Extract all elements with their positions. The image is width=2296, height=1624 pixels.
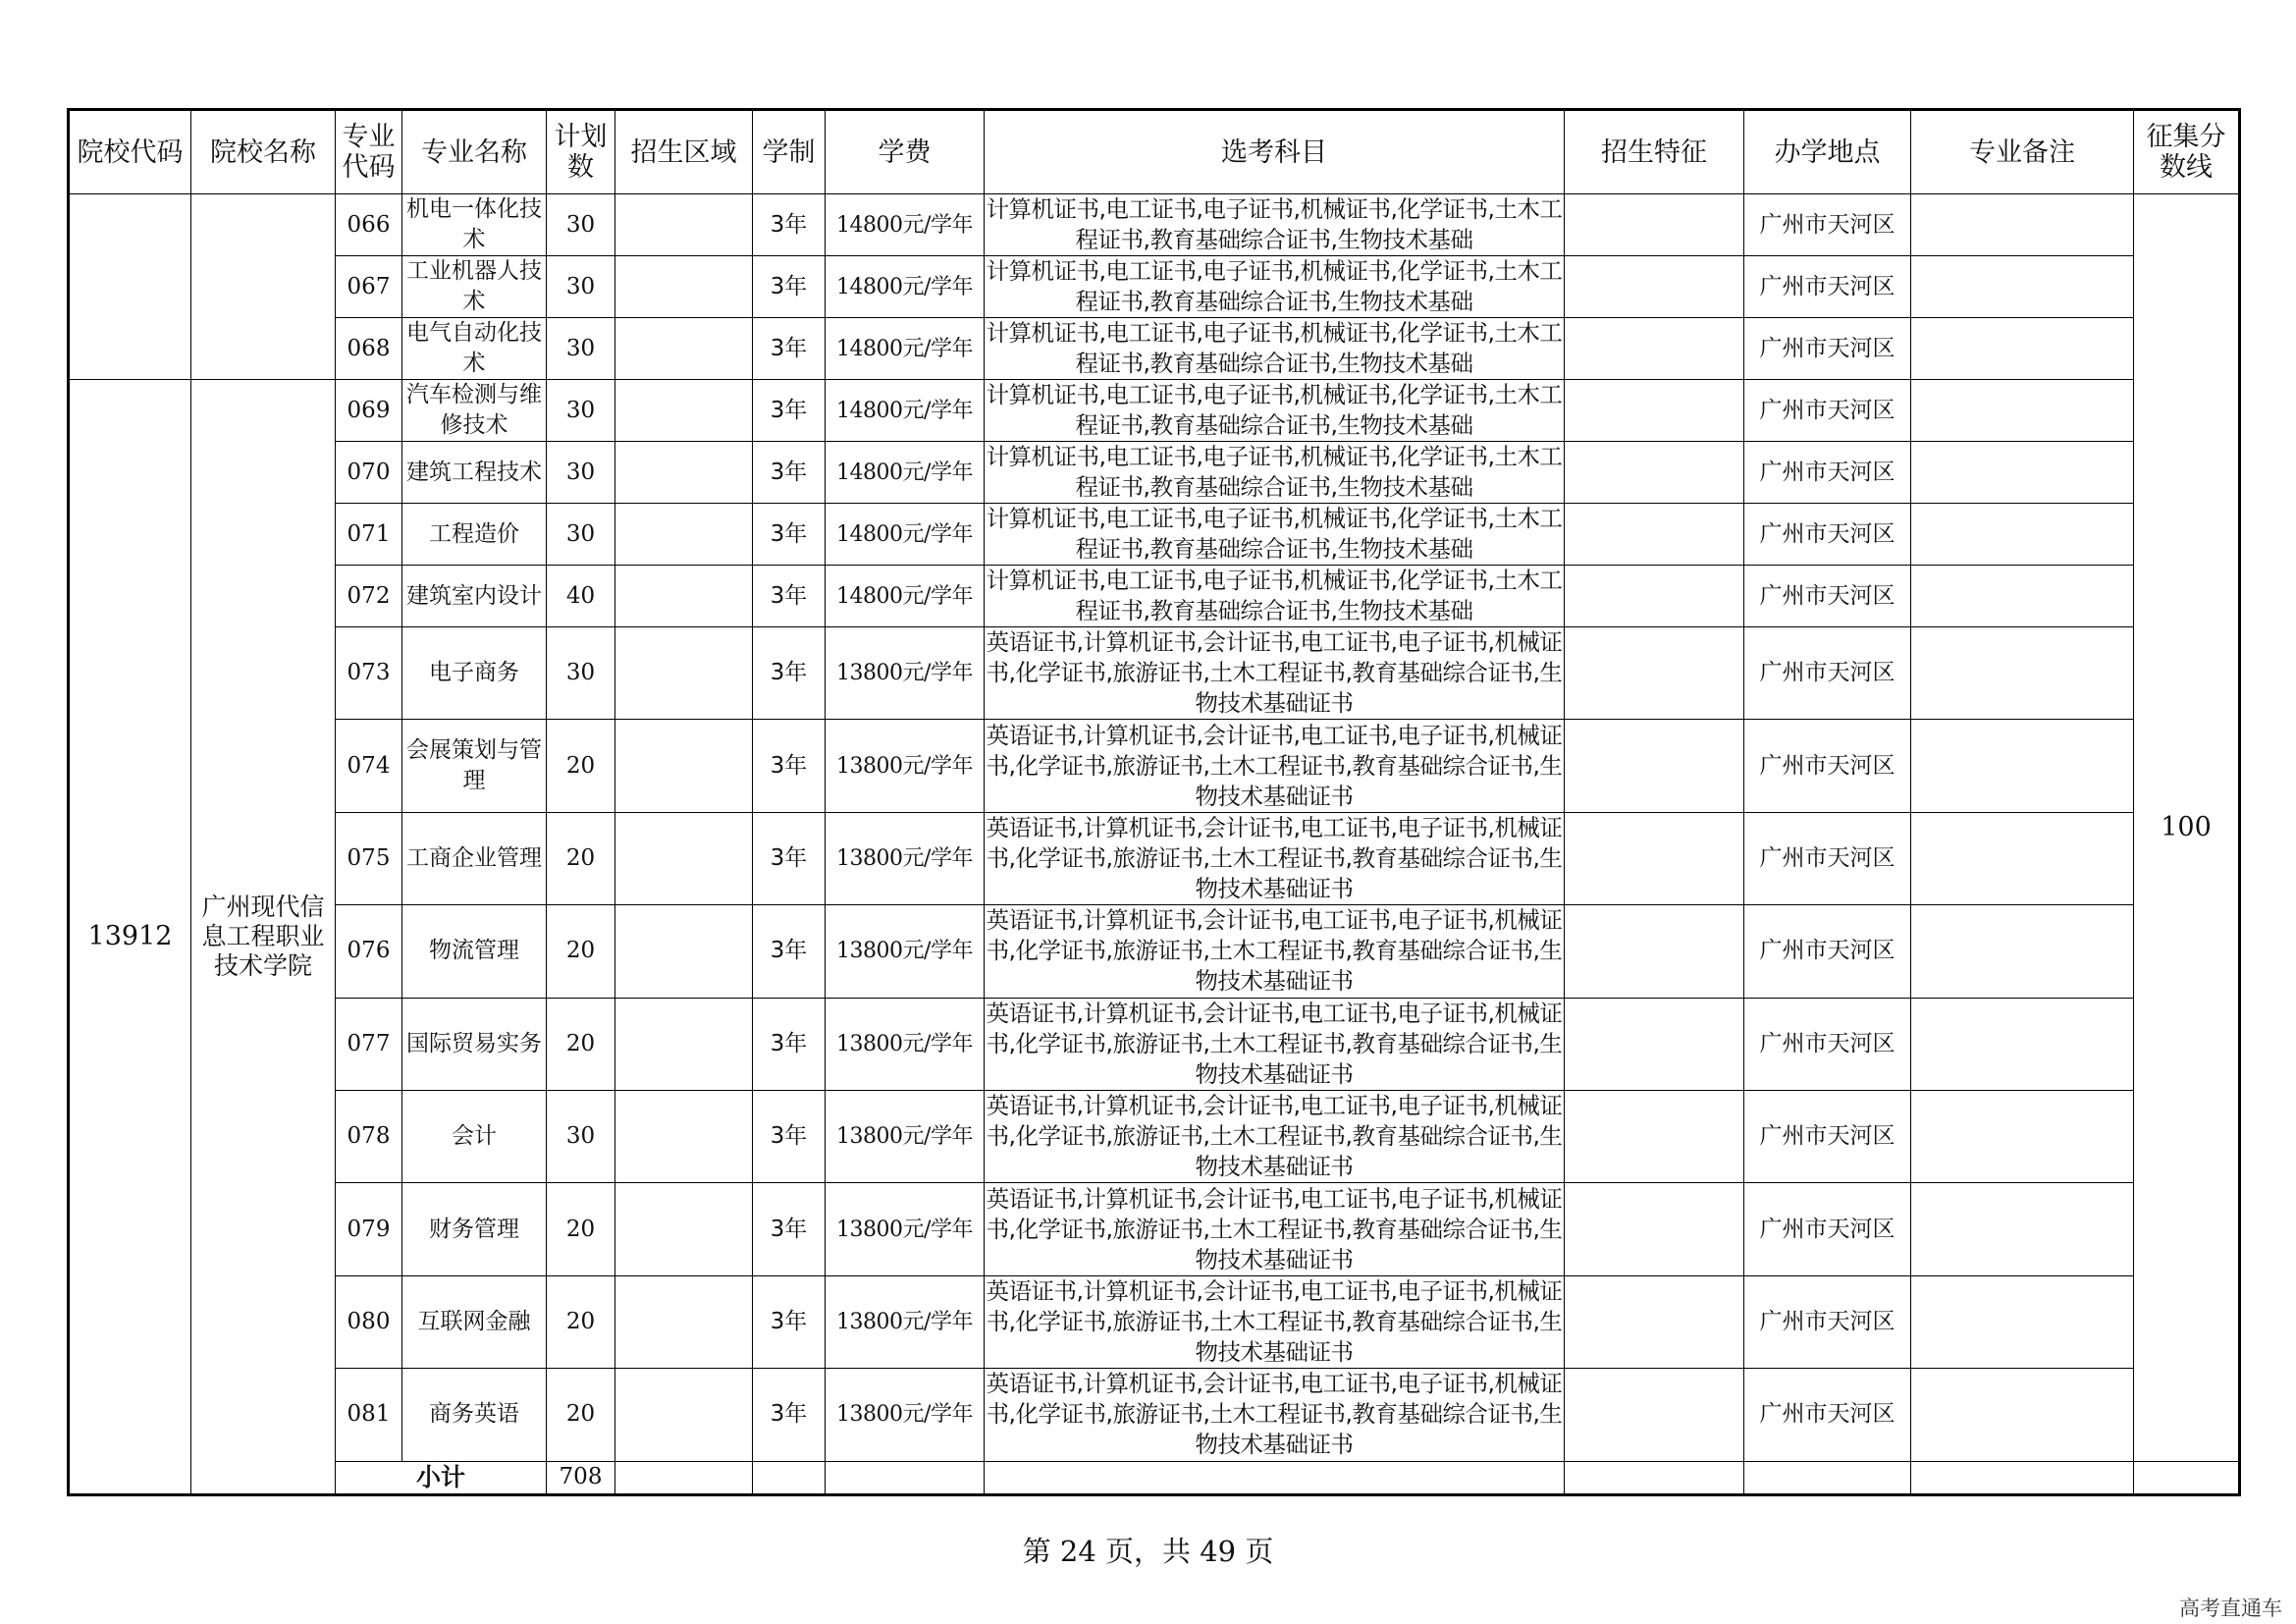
location-cell: 广州市天河区 bbox=[1744, 1183, 1911, 1275]
subjects-cell: 英语证书,计算机证书,会计证书,电工证书,电子证书,机械证书,化学证书,旅游证书,土木工程证书,教育基础综合证书,生物技术基础证书 bbox=[985, 1369, 1565, 1461]
location-cell: 广州市天河区 bbox=[1744, 998, 1911, 1090]
table-row bbox=[69, 566, 2240, 627]
subjects-cell: 英语证书,计算机证书,会计证书,电工证书,电子证书,机械证书,化学证书,旅游证书,土木工程证书,教育基础综合证书,生物技术基础证书 bbox=[985, 1183, 1565, 1275]
major-code-cell: 067 bbox=[336, 256, 402, 318]
major-code-cell: 070 bbox=[336, 442, 402, 504]
major-code-cell: 071 bbox=[336, 504, 402, 566]
duration-cell: 3年 bbox=[753, 504, 826, 566]
duration-cell: 3年 bbox=[753, 627, 826, 720]
duration-cell: 3年 bbox=[753, 1275, 826, 1368]
major-name-cell: 互联网金融 bbox=[402, 1275, 547, 1368]
major-code-cell: 079 bbox=[336, 1183, 402, 1275]
remark-cell bbox=[1911, 504, 2134, 566]
feature-cell bbox=[1565, 1183, 1744, 1275]
major-name-cell: 建筑工程技术 bbox=[402, 442, 547, 504]
feature-cell bbox=[1565, 504, 1744, 566]
major-code-cell: 074 bbox=[336, 720, 402, 812]
header-remark: 专业备注 bbox=[1911, 110, 2134, 194]
major-name-cell: 工程造价 bbox=[402, 504, 547, 566]
remark-cell bbox=[1911, 442, 2134, 504]
plan-cell: 30 bbox=[547, 256, 615, 318]
subjects-cell: 英语证书,计算机证书,会计证书,电工证书,电子证书,机械证书,化学证书,旅游证书,土木工程证书,教育基础综合证书,生物技术基础证书 bbox=[985, 905, 1565, 998]
location-cell: 广州市天河区 bbox=[1744, 380, 1911, 442]
subtotal-empty-cell bbox=[1744, 1461, 1911, 1494]
cutoff-cell: 100 bbox=[2134, 194, 2240, 1462]
feature-cell bbox=[1565, 720, 1744, 812]
duration-cell: 3年 bbox=[753, 1183, 826, 1275]
duration-cell: 3年 bbox=[753, 905, 826, 998]
plan-cell: 20 bbox=[547, 812, 615, 904]
region-cell bbox=[615, 812, 753, 904]
feature-cell bbox=[1565, 194, 1744, 256]
table-row bbox=[69, 720, 2240, 812]
location-cell: 广州市天河区 bbox=[1744, 1369, 1911, 1461]
plan-cell: 30 bbox=[547, 442, 615, 504]
plan-cell: 20 bbox=[547, 1183, 615, 1275]
subtotal-empty-cell bbox=[1911, 1461, 2134, 1494]
plan-cell: 30 bbox=[547, 194, 615, 256]
remark-cell bbox=[1911, 194, 2134, 256]
table-row bbox=[69, 380, 2240, 442]
duration-cell: 3年 bbox=[753, 998, 826, 1090]
fee-cell: 14800元/学年 bbox=[826, 318, 985, 380]
major-name-cell: 建筑室内设计 bbox=[402, 566, 547, 627]
location-cell: 广州市天河区 bbox=[1744, 812, 1911, 904]
plan-cell: 30 bbox=[547, 380, 615, 442]
remark-cell bbox=[1911, 380, 2134, 442]
fee-cell: 13800元/学年 bbox=[826, 905, 985, 998]
feature-cell bbox=[1565, 627, 1744, 720]
table-row bbox=[69, 1369, 2240, 1461]
header-feature: 招生特征 bbox=[1565, 110, 1744, 194]
fee-cell: 13800元/学年 bbox=[826, 720, 985, 812]
region-cell bbox=[615, 566, 753, 627]
fee-cell: 14800元/学年 bbox=[826, 380, 985, 442]
location-cell: 广州市天河区 bbox=[1744, 256, 1911, 318]
table-row bbox=[69, 504, 2240, 566]
plan-cell: 20 bbox=[547, 720, 615, 812]
plan-cell: 30 bbox=[547, 1090, 615, 1182]
remark-cell bbox=[1911, 627, 2134, 720]
fee-cell: 13800元/学年 bbox=[826, 1275, 985, 1368]
major-name-cell: 物流管理 bbox=[402, 905, 547, 998]
plan-cell: 30 bbox=[547, 504, 615, 566]
remark-cell bbox=[1911, 905, 2134, 998]
major-name-cell: 机电一体化技术 bbox=[402, 194, 547, 256]
header-school-name: 院校名称 bbox=[191, 110, 336, 194]
table-row bbox=[69, 194, 2240, 256]
subtotal-empty-cell bbox=[985, 1461, 1565, 1494]
region-cell bbox=[615, 720, 753, 812]
subjects-cell: 计算机证书,电工证书,电子证书,机械证书,化学证书,土木工程证书,教育基础综合证书,生物技术基础 bbox=[985, 504, 1565, 566]
school-name-cell-blank bbox=[191, 194, 336, 380]
region-cell bbox=[615, 1275, 753, 1368]
subjects-cell: 计算机证书,电工证书,电子证书,机械证书,化学证书,土木工程证书,教育基础综合证书,生物技术基础 bbox=[985, 442, 1565, 504]
duration-cell: 3年 bbox=[753, 442, 826, 504]
region-cell bbox=[615, 627, 753, 720]
major-name-cell: 工业机器人技术 bbox=[402, 256, 547, 318]
table-row bbox=[69, 1275, 2240, 1368]
watermark: 高考直通车 bbox=[2179, 1597, 2282, 1620]
header-row bbox=[69, 110, 2240, 194]
major-code-cell: 073 bbox=[336, 627, 402, 720]
fee-cell: 14800元/学年 bbox=[826, 566, 985, 627]
fee-cell: 13800元/学年 bbox=[826, 1369, 985, 1461]
subtotal-empty-cell bbox=[615, 1461, 753, 1494]
plan-cell: 20 bbox=[547, 1369, 615, 1461]
admissions-table bbox=[67, 108, 2241, 1496]
major-code-cell: 077 bbox=[336, 998, 402, 1090]
feature-cell bbox=[1565, 998, 1744, 1090]
major-name-cell: 国际贸易实务 bbox=[402, 998, 547, 1090]
location-cell: 广州市天河区 bbox=[1744, 504, 1911, 566]
major-code-cell: 078 bbox=[336, 1090, 402, 1182]
subjects-cell: 计算机证书,电工证书,电子证书,机械证书,化学证书,土木工程证书,教育基础综合证书,生物技术基础 bbox=[985, 194, 1565, 256]
remark-cell bbox=[1911, 998, 2134, 1090]
duration-cell: 3年 bbox=[753, 1369, 826, 1461]
header-school-code: 院校代码 bbox=[69, 110, 191, 194]
major-name-cell: 电气自动化技术 bbox=[402, 318, 547, 380]
header-cutoff: 征集分数线 bbox=[2134, 110, 2240, 194]
fee-cell: 13800元/学年 bbox=[826, 1183, 985, 1275]
major-name-cell: 汽车检测与维修技术 bbox=[402, 380, 547, 442]
subjects-cell: 计算机证书,电工证书,电子证书,机械证书,化学证书,土木工程证书,教育基础综合证书,生物技术基础 bbox=[985, 380, 1565, 442]
table-row bbox=[69, 812, 2240, 904]
major-code-cell: 080 bbox=[336, 1275, 402, 1368]
table-row bbox=[69, 998, 2240, 1090]
feature-cell bbox=[1565, 380, 1744, 442]
location-cell: 广州市天河区 bbox=[1744, 442, 1911, 504]
feature-cell bbox=[1565, 566, 1744, 627]
location-cell: 广州市天河区 bbox=[1744, 194, 1911, 256]
location-cell: 广州市天河区 bbox=[1744, 627, 1911, 720]
fee-cell: 13800元/学年 bbox=[826, 627, 985, 720]
subjects-cell: 英语证书,计算机证书,会计证书,电工证书,电子证书,机械证书,化学证书,旅游证书,土木工程证书,教育基础综合证书,生物技术基础证书 bbox=[985, 998, 1565, 1090]
region-cell bbox=[615, 905, 753, 998]
feature-cell bbox=[1565, 442, 1744, 504]
region-cell bbox=[615, 442, 753, 504]
major-code-cell: 066 bbox=[336, 194, 402, 256]
plan-cell: 30 bbox=[547, 627, 615, 720]
remark-cell bbox=[1911, 1275, 2134, 1368]
major-name-cell: 会展策划与管理 bbox=[402, 720, 547, 812]
duration-cell: 3年 bbox=[753, 194, 826, 256]
header-major-name: 专业名称 bbox=[402, 110, 547, 194]
remark-cell bbox=[1911, 1183, 2134, 1275]
major-code-cell: 076 bbox=[336, 905, 402, 998]
feature-cell bbox=[1565, 1275, 1744, 1368]
table-row bbox=[69, 318, 2240, 380]
location-cell: 广州市天河区 bbox=[1744, 905, 1911, 998]
major-name-cell: 电子商务 bbox=[402, 627, 547, 720]
feature-cell bbox=[1565, 1090, 1744, 1182]
fee-cell: 13800元/学年 bbox=[826, 998, 985, 1090]
header-major-code: 专业代码 bbox=[336, 110, 402, 194]
fee-cell: 14800元/学年 bbox=[826, 442, 985, 504]
major-name-cell: 工商企业管理 bbox=[402, 812, 547, 904]
fee-cell: 14800元/学年 bbox=[826, 194, 985, 256]
subjects-cell: 英语证书,计算机证书,会计证书,电工证书,电子证书,机械证书,化学证书,旅游证书,土木工程证书,教育基础综合证书,生物技术基础证书 bbox=[985, 812, 1565, 904]
subjects-cell: 计算机证书,电工证书,电子证书,机械证书,化学证书,土木工程证书,教育基础综合证书,生物技术基础 bbox=[985, 318, 1565, 380]
header-region: 招生区域 bbox=[615, 110, 753, 194]
location-cell: 广州市天河区 bbox=[1744, 720, 1911, 812]
fee-cell: 14800元/学年 bbox=[826, 504, 985, 566]
feature-cell bbox=[1565, 905, 1744, 998]
region-cell bbox=[615, 1369, 753, 1461]
major-code-cell: 075 bbox=[336, 812, 402, 904]
major-name-cell: 商务英语 bbox=[402, 1369, 547, 1461]
feature-cell bbox=[1565, 318, 1744, 380]
duration-cell: 3年 bbox=[753, 318, 826, 380]
plan-cell: 30 bbox=[547, 318, 615, 380]
major-code-cell: 081 bbox=[336, 1369, 402, 1461]
region-cell bbox=[615, 1090, 753, 1182]
table-row bbox=[69, 1090, 2240, 1182]
header-plan: 计划数 bbox=[547, 110, 615, 194]
table-row bbox=[69, 442, 2240, 504]
duration-cell: 3年 bbox=[753, 566, 826, 627]
fee-cell: 14800元/学年 bbox=[826, 256, 985, 318]
plan-cell: 20 bbox=[547, 1275, 615, 1368]
remark-cell bbox=[1911, 566, 2134, 627]
remark-cell bbox=[1911, 256, 2134, 318]
duration-cell: 3年 bbox=[753, 812, 826, 904]
subtotal-plan: 708 bbox=[547, 1461, 615, 1494]
duration-cell: 3年 bbox=[753, 720, 826, 812]
subtotal-row bbox=[69, 1461, 2240, 1494]
subtotal-empty-cell bbox=[1565, 1461, 1744, 1494]
feature-cell bbox=[1565, 1369, 1744, 1461]
school-name-cell: 广州现代信息工程职业技术学院 bbox=[191, 380, 336, 1495]
subtotal-empty-cell bbox=[826, 1461, 985, 1494]
header-fee: 学费 bbox=[826, 110, 985, 194]
subjects-cell: 计算机证书,电工证书,电子证书,机械证书,化学证书,土木工程证书,教育基础综合证书,生物技术基础 bbox=[985, 256, 1565, 318]
major-name-cell: 财务管理 bbox=[402, 1183, 547, 1275]
duration-cell: 3年 bbox=[753, 380, 826, 442]
school-code-cell-blank bbox=[69, 194, 191, 380]
location-cell: 广州市天河区 bbox=[1744, 566, 1911, 627]
school-code-cell: 13912 bbox=[69, 380, 191, 1495]
major-code-cell: 072 bbox=[336, 566, 402, 627]
header-subjects: 选考科目 bbox=[985, 110, 1565, 194]
header-duration: 学制 bbox=[753, 110, 826, 194]
subtotal-label: 小计 bbox=[336, 1461, 547, 1494]
table-row bbox=[69, 905, 2240, 998]
subtotal-cutoff-cell bbox=[2134, 1461, 2240, 1494]
duration-cell: 3年 bbox=[753, 256, 826, 318]
remark-cell bbox=[1911, 318, 2134, 380]
major-code-cell: 069 bbox=[336, 380, 402, 442]
region-cell bbox=[615, 1183, 753, 1275]
subjects-cell: 英语证书,计算机证书,会计证书,电工证书,电子证书,机械证书,化学证书,旅游证书,土木工程证书,教育基础综合证书,生物技术基础证书 bbox=[985, 1090, 1565, 1182]
location-cell: 广州市天河区 bbox=[1744, 1275, 1911, 1368]
feature-cell bbox=[1565, 812, 1744, 904]
fee-cell: 13800元/学年 bbox=[826, 1090, 985, 1182]
region-cell bbox=[615, 256, 753, 318]
remark-cell bbox=[1911, 720, 2134, 812]
table-row bbox=[69, 256, 2240, 318]
remark-cell bbox=[1911, 812, 2134, 904]
subjects-cell: 英语证书,计算机证书,会计证书,电工证书,电子证书,机械证书,化学证书,旅游证书,土木工程证书,教育基础综合证书,生物技术基础证书 bbox=[985, 1275, 1565, 1368]
region-cell bbox=[615, 504, 753, 566]
header-location: 办学地点 bbox=[1744, 110, 1911, 194]
location-cell: 广州市天河区 bbox=[1744, 1090, 1911, 1182]
plan-cell: 20 bbox=[547, 905, 615, 998]
region-cell bbox=[615, 318, 753, 380]
region-cell bbox=[615, 380, 753, 442]
subjects-cell: 英语证书,计算机证书,会计证书,电工证书,电子证书,机械证书,化学证书,旅游证书,土木工程证书,教育基础综合证书,生物技术基础证书 bbox=[985, 627, 1565, 720]
page-footer: 第 24 页，共 49 页 bbox=[1022, 1535, 1274, 1568]
fee-cell: 13800元/学年 bbox=[826, 812, 985, 904]
feature-cell bbox=[1565, 256, 1744, 318]
subtotal-empty-cell bbox=[753, 1461, 826, 1494]
plan-cell: 40 bbox=[547, 566, 615, 627]
region-cell bbox=[615, 194, 753, 256]
subjects-cell: 计算机证书,电工证书,电子证书,机械证书,化学证书,土木工程证书,教育基础综合证书,生物技术基础 bbox=[985, 566, 1565, 627]
duration-cell: 3年 bbox=[753, 1090, 826, 1182]
major-name-cell: 会计 bbox=[402, 1090, 547, 1182]
remark-cell bbox=[1911, 1369, 2134, 1461]
table-row bbox=[69, 1183, 2240, 1275]
table-row bbox=[69, 627, 2240, 720]
subjects-cell: 英语证书,计算机证书,会计证书,电工证书,电子证书,机械证书,化学证书,旅游证书,土木工程证书,教育基础综合证书,生物技术基础证书 bbox=[985, 720, 1565, 812]
region-cell bbox=[615, 998, 753, 1090]
remark-cell bbox=[1911, 1090, 2134, 1182]
location-cell: 广州市天河区 bbox=[1744, 318, 1911, 380]
plan-cell: 20 bbox=[547, 998, 615, 1090]
major-code-cell: 068 bbox=[336, 318, 402, 380]
